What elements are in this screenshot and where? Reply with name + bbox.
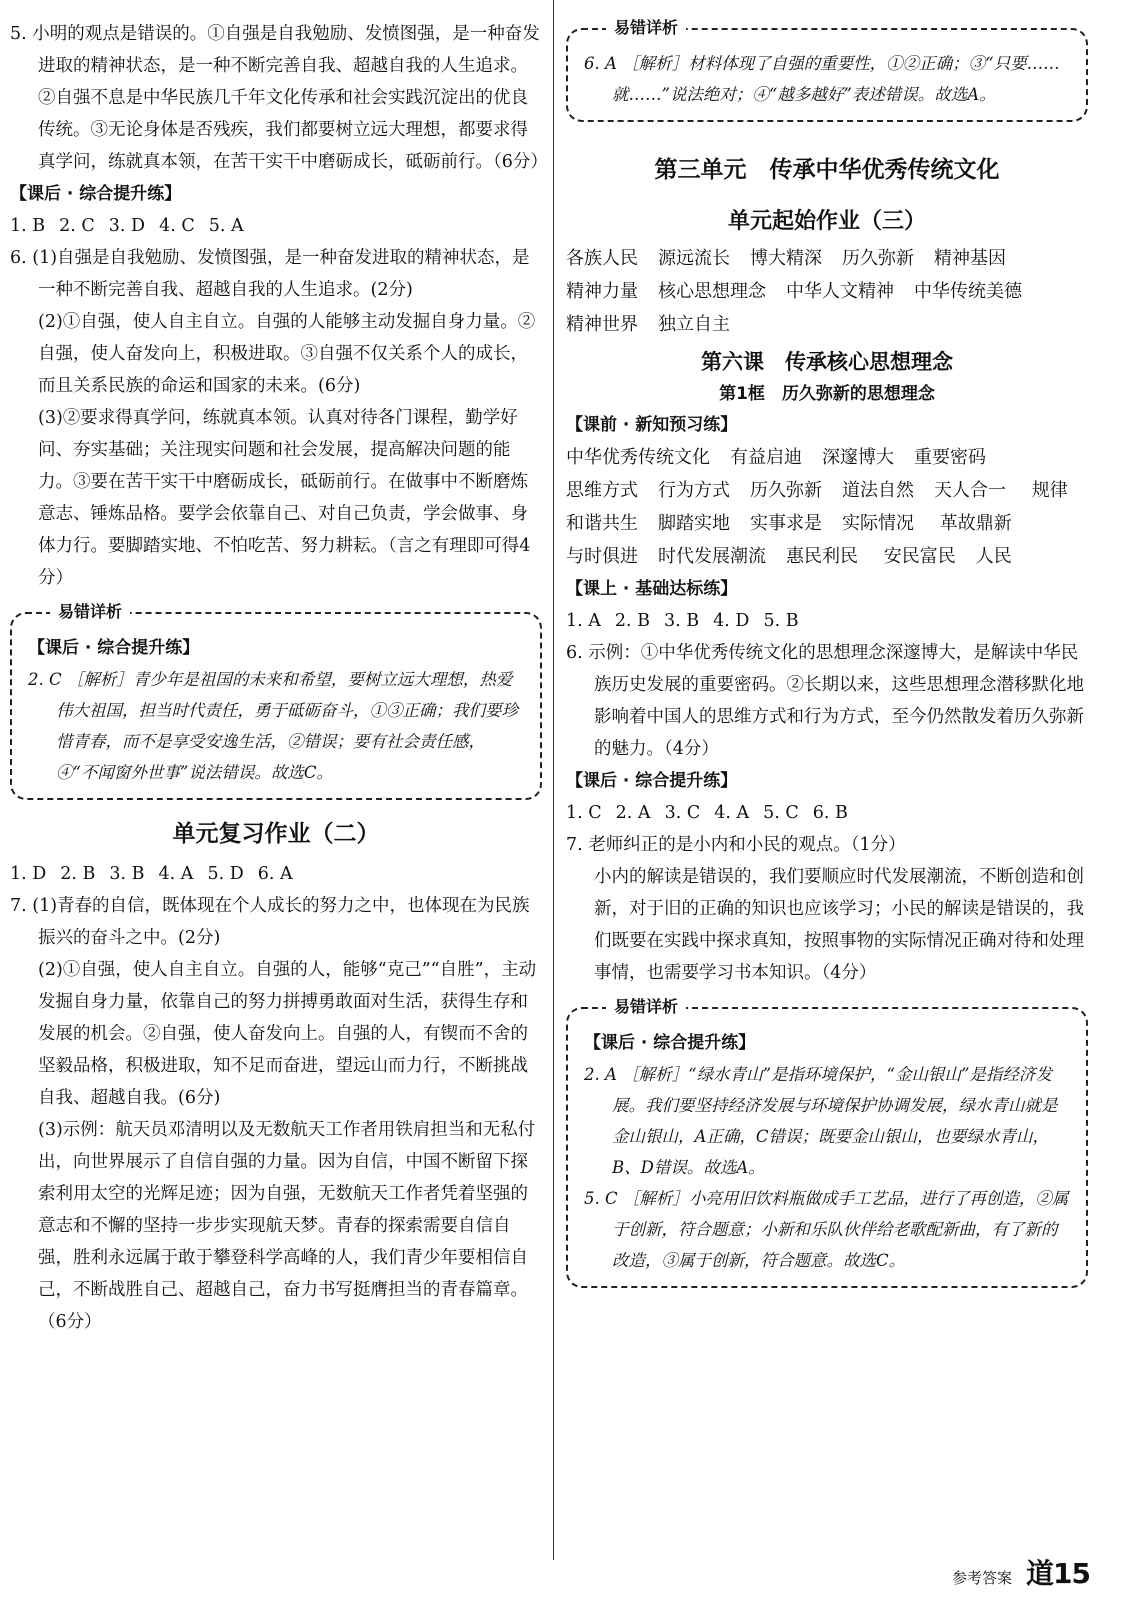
term: 历久弥新 (750, 480, 822, 501)
error-analysis-box (566, 997, 1088, 1288)
term: 安民富民 (883, 546, 956, 567)
choice-answer: 4. D (713, 611, 750, 631)
answer-q7-part1: 7. (1)青春的自信，既体现在个人成长的努力之中，也体现在为民族振兴的奋斗之中。(2分) (10, 896, 530, 948)
answer-q7-part3: (3)示例：航天员邓清明以及无数航天工作者用铁肩担当和无私付出，向世界展示了自信自强的力量。因为自信，中国不断留下探索利用太空的光辉足迹；因为自强，无数航天工作者凭着坚强的意志和不懈的坚持一步步实现航天梦。青春的探索需要自信自强，胜利永远属于敢于攀登科学高峰的人，我们青少年要相信自己，不断战胜自己、超越自己，奋力书写挺膺担当的青春篇章。（6分） (38, 1120, 536, 1332)
choice-answer: 3. D (108, 216, 146, 236)
choice-answer: 5. B (763, 611, 799, 631)
term: 精神基因 (934, 248, 1006, 269)
term: 博大精深 (750, 248, 822, 269)
choice-answer: 3. C (664, 803, 701, 823)
term: 时代发展潮流 (658, 546, 766, 567)
section-header-keshang: 【课上 · 基础达标练】 (566, 579, 738, 599)
term-list-unit3 (566, 242, 1088, 341)
error-analysis-subheader: 【课后 · 综合提升练】 (584, 1033, 756, 1053)
choice-answer: 1. B (10, 216, 46, 236)
choice-answer: 2. B (614, 611, 651, 631)
term: 中华传统美德 (914, 281, 1022, 302)
choice-answer: 6. B (812, 803, 848, 823)
choice-answer: 3. B (109, 864, 145, 884)
unit-review-title: 单元复习作业（二） (172, 821, 380, 847)
term: 深邃博大 (822, 447, 894, 468)
section-header-kehou: 【课后 · 综合提升练】 (10, 184, 182, 204)
error-analysis-label: 易错详析 (50, 601, 130, 623)
lesson-title: 第六课 传承核心思想理念 (701, 350, 953, 374)
choice-answer: 4. C (159, 216, 195, 236)
term: 惠民利民 (786, 546, 858, 567)
choice-answer: 2. B (60, 864, 96, 884)
choice-answer: 1. C (566, 803, 602, 823)
term: 有益启迪 (730, 447, 802, 468)
term: 和谐共生 (566, 513, 638, 534)
answer-q6-part1: 6. (1)自强是自我勉励、发愤图强，是一种奋发进取的精神状态，是一种不断完善自我、超越自我的人生追求。(2分) (10, 248, 530, 300)
page-footer (952, 1552, 1090, 1592)
term: 核心思想理念 (658, 281, 766, 302)
choice-answer: 3. B (664, 611, 700, 631)
error-analysis-text: 2. A ［解析］“绿水青山”是指环境保护，“金山银山”是指经济发展。我们要坚持经济发展与环境保护协调发展，绿水青山就是金山银山，A正确，C错误；既要金山银山，也要绿水青山，B、D错误。故选A。 (584, 1065, 1058, 1177)
choice-answer: 4. A (158, 864, 194, 884)
term: 精神世界 (566, 314, 638, 335)
column-divider (553, 0, 554, 1560)
error-analysis-box (566, 18, 1088, 122)
term: 中华优秀传统文化 (566, 447, 710, 468)
unit-title: 第三单元 传承中华优秀传统文化 (654, 157, 1000, 183)
term: 各族人民 (566, 248, 638, 269)
section-header-kehou: 【课后 · 综合提升练】 (566, 771, 738, 791)
error-analysis-text: 2. C ［解析］青少年是祖国的未来和希望，要树立远大理想，热爱伟大祖国，担当时代责任，勇于砥砺奋斗，①③正确；我们要珍惜青春，而不是享受安逸生活，②错误；要有社会责任感，④“不闻窗外世事”说法错误。故选C。 (28, 670, 518, 782)
answer-q6-part2: (2)①自强，使人自主自立。自强的人能够主动发掘自身力量。②自强，使人奋发向上，积极进取。③自强不仅关系个人的成长，而且关系民族的命运和国家的未来。(6分) (38, 312, 536, 396)
page-number: 道15 (1026, 1557, 1090, 1590)
term-list-keqian (566, 441, 1088, 573)
term: 实际情况 (842, 513, 914, 534)
error-analysis-subheader: 【课后 · 综合提升练】 (28, 638, 200, 658)
answer-q7-part2: 小内的解读是错误的，我们要顺应时代发展潮流，不断创造和创新，对于旧的正确的知识也应该学习；小民的解读是错误的，我们既要在实践中探求真知，按照事物的实际情况正确对待和处理事情，也需要学习书本知识。（4分） (594, 867, 1084, 983)
term: 思维方式 (566, 480, 638, 501)
choice-answer: 5. C (763, 803, 799, 823)
term: 中华人文精神 (786, 281, 894, 302)
term: 天人合一 (934, 480, 1006, 501)
error-analysis-text: 5. C ［解析］小亮用旧饮料瓶做成手工艺品，进行了再创造，②属于创新，符合题意；小新和乐队伙伴给老歌配新曲，有了新的改造，③属于创新，符合题意。故选C。 (584, 1189, 1069, 1270)
answer-q6-part3: (3)②要求得真学问，练就真本领。认真对待各门课程，勤学好问、夯实基础；关注现实问题和社会发展，提高解决问题的能力。③要在苦干实干中磨砺成长，砥砺前行。在做事中不断磨炼意志、锤炼品格。要学会依靠自己、对自己负责，学会做事、身体力行。要脚踏实地、不怕吃苦、努力耕耘。（言之有理即可得4分） (38, 408, 531, 588)
term: 源远流长 (658, 248, 730, 269)
term: 实事求是 (750, 513, 822, 534)
term: 道法自然 (842, 480, 914, 501)
choice-answer: 5. A (208, 216, 244, 236)
answer-q7-part2: (2)①自强，使人自主自立。自强的人，能够“克己”“自胜”，主动发掘自身力量，依靠自己的努力拼搏勇敢面对生活，获得生存和发展的机会。②自强，使人奋发向上。自强的人，有锲而不舍的坚毅品格，积极进取，知不足而奋进，望远山而力行，不断挑战自我、超越自我。(6分) (38, 960, 537, 1108)
answer-q7-part1: 7. 老师纠正的是小内和小民的观点。（1分） (566, 835, 906, 855)
choice-answer: 4. A (714, 803, 750, 823)
error-analysis-box (10, 602, 542, 800)
error-analysis-label: 易错详析 (606, 17, 686, 39)
frame-title: 第1框 历久弥新的思想理念 (719, 384, 935, 404)
choice-answer: 2. C (59, 216, 95, 236)
term: 人民 (975, 546, 1012, 567)
choice-answers-2 (10, 858, 542, 890)
term: 行为方式 (658, 480, 730, 501)
left-column (10, 18, 548, 1338)
choice-answer: 1. A (566, 611, 601, 631)
choice-answer: 6. A (257, 864, 293, 884)
unit-start-title: 单元起始作业（三） (727, 209, 926, 234)
choice-answer: 1. D (10, 864, 47, 884)
answer-q6: 6. 示例：①中华优秀传统文化的思想理念深邃博大，是解读中华民族历史发展的重要密码。②长期以来，这些思想理念潜移默化地影响着中国人的思维方式和行为方式，至今仍然散发着历久弥新的魅力。（4分） (566, 643, 1084, 759)
term: 革故鼎新 (939, 513, 1012, 534)
term: 精神力量 (566, 281, 638, 302)
choice-answer: 2. A (615, 803, 651, 823)
term: 与时俱进 (566, 546, 638, 567)
choice-answer: 5. D (207, 864, 244, 884)
choice-answers-1 (10, 210, 542, 242)
right-column (566, 18, 1088, 1298)
term: 独立自主 (658, 314, 730, 335)
error-analysis-label: 易错详析 (606, 996, 686, 1018)
term: 规律 (1031, 480, 1068, 501)
term: 脚踏实地 (658, 513, 730, 534)
term: 重要密码 (914, 447, 986, 468)
footer-label: 参考答案 (952, 1569, 1013, 1587)
choice-answers-3 (566, 605, 1088, 637)
term: 历久弥新 (842, 248, 914, 269)
answer-q5: 5. 小明的观点是错误的。①自强是自我勉励、发愤图强，是一种奋发进取的精神状态，是一种不断完善自我、超越自我的人生追求。②自强不息是中华民族几千年文化传承和社会实践沉淀出的优良传统。③无论身体是否残疾，我们都要树立远大理想，都要求得真学问，练就真本领，在苦干实干中磨砺成长，砥砺前行。（6分） (10, 24, 548, 172)
section-header-keqian: 【课前 · 新知预习练】 (566, 415, 738, 435)
choice-answers-4 (566, 797, 1088, 829)
error-analysis-text: 6. A ［解析］材料体现了自强的重要性，①②正确；③“只要……就……”说法绝对；④“越多越好”表述错误。故选A。 (584, 54, 1060, 104)
